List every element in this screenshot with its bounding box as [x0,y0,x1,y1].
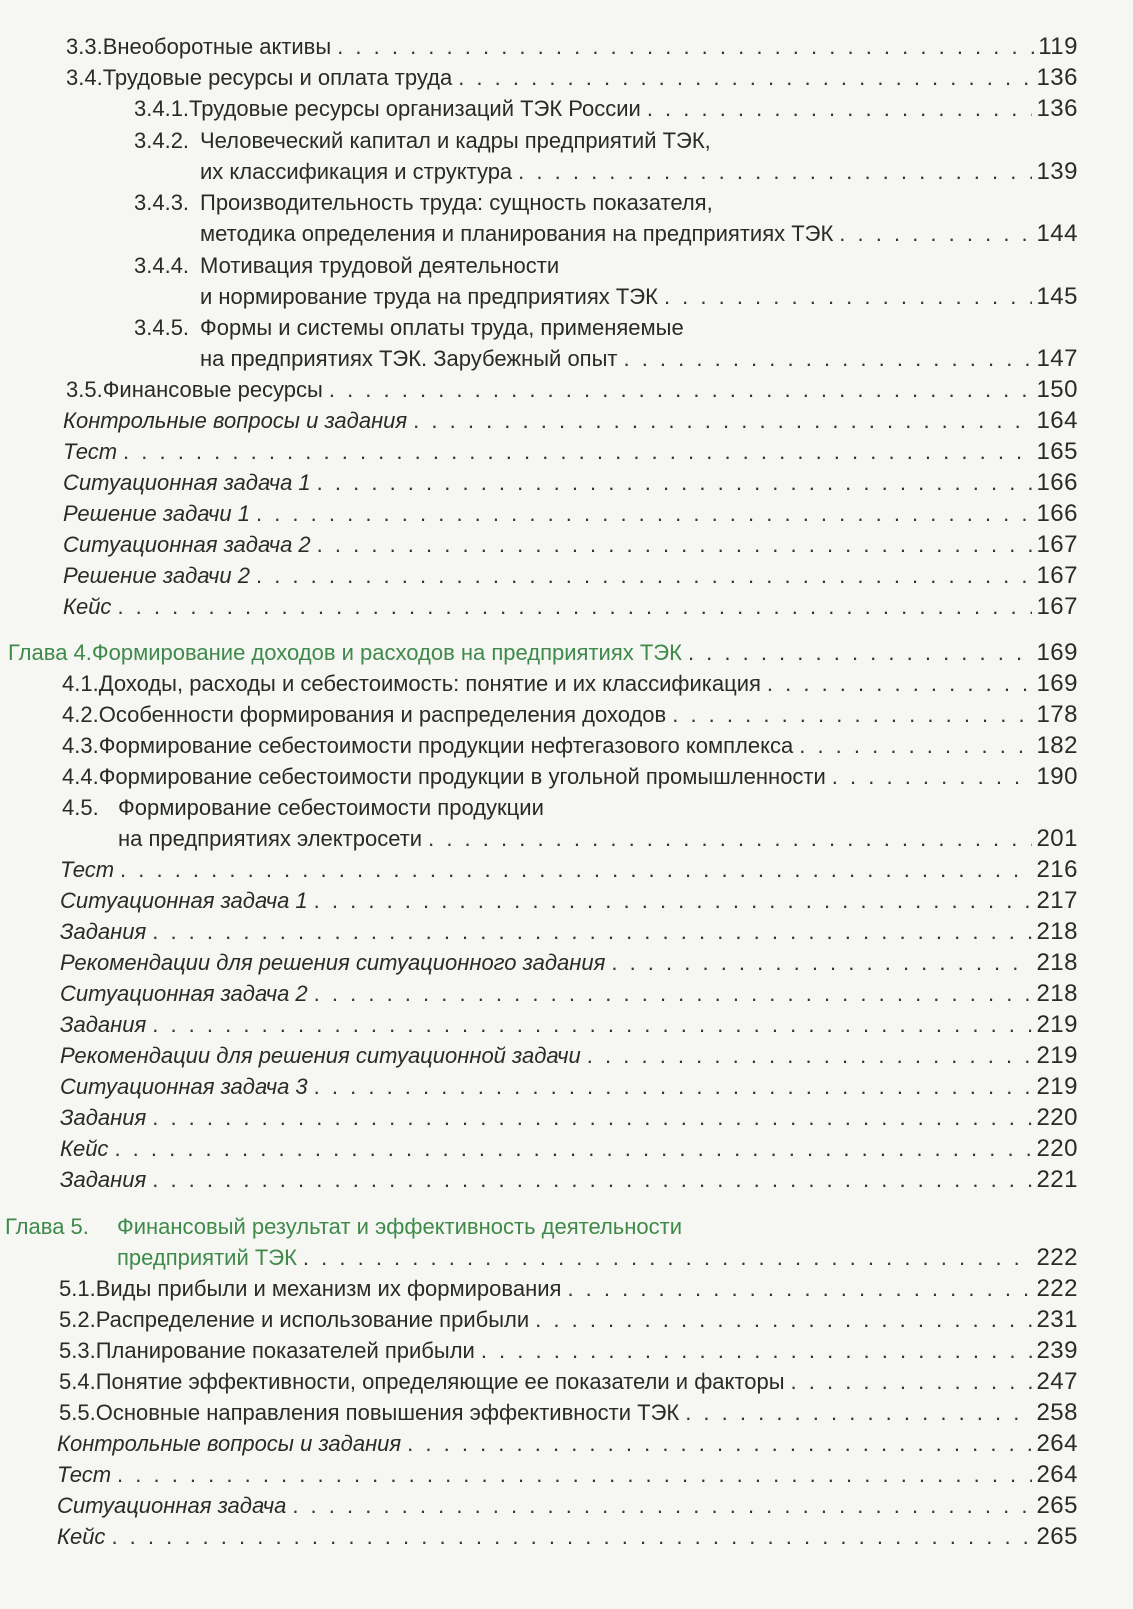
leader-dots [152,1010,1032,1040]
toc-entry[interactable] [62,669,1078,699]
entry-title: Кейс [60,1136,109,1161]
entry-number: 4.1. [62,671,99,696]
entry-title: Кейс [63,594,112,619]
entry-title: Тест [57,1462,112,1487]
toc-entry[interactable] [200,344,1078,374]
toc-entry[interactable] [59,1367,1078,1397]
entry-title: Формирование себестоимости продукции нефтегазового комплекса [98,733,794,758]
entry-title: Контрольные вопросы и задания [57,1431,402,1456]
page-number: 222 [1036,1244,1078,1271]
toc-entry[interactable] [200,219,1078,249]
toc-entry-first-line[interactable] [134,188,713,218]
toc-entry[interactable] [60,855,1078,885]
entry-title: Кейс [57,1524,106,1549]
leader-dots [314,979,1033,1009]
page-number: 150 [1036,376,1078,403]
entry-title: Ситуационная задача 2 [60,981,308,1006]
leader-dots [152,1103,1032,1133]
toc-entry[interactable] [59,1274,1078,1304]
toc-entry[interactable] [62,731,1078,761]
leader-dots [839,219,1032,249]
entry-number: 3.3. [66,34,103,59]
page-number: 247 [1036,1368,1078,1395]
leader-dots [329,375,1033,405]
leader-dots [587,1041,1033,1071]
entry-title: Формирование себестоимости продукции [118,795,544,820]
leader-dots [407,1429,1032,1459]
page-number: 219 [1036,1042,1078,1069]
page-number: 258 [1036,1399,1078,1426]
chapter-heading[interactable] [117,1243,1078,1273]
chapter-title: Формирование доходов и расходов на предприятиях ТЭК [91,640,682,665]
leader-dots [120,855,1032,885]
entry-number: 5.1. [59,1276,96,1301]
page-number: 265 [1036,1492,1078,1519]
page-number: 169 [1036,670,1078,697]
leader-dots [481,1336,1033,1366]
entry-title-continuation: и нормирование труда на предприятиях ТЭК [200,284,658,309]
page-number: 167 [1036,531,1078,558]
entry-title: Ситуационная задача 1 [63,470,311,495]
page-number: 136 [1036,95,1078,122]
page-number: 222 [1036,1275,1078,1302]
entry-title: Ситуационная задача 2 [63,532,311,557]
toc-entry[interactable] [60,1041,1078,1071]
toc-entry[interactable] [66,375,1078,405]
entry-title: Трудовые ресурсы организаций ТЭК России [189,96,641,121]
chapter-number: Глава 5. [5,1214,89,1239]
entry-number: 3.4.4. [134,253,190,278]
page-number: 239 [1036,1337,1078,1364]
entry-title: Доходы, расходы и себестоимость: понятие и их классификация [98,671,761,696]
entry-title: Понятие эффективности, определяющие ее показатели и факторы [95,1369,785,1394]
page-number: 264 [1036,1430,1078,1457]
leader-dots [832,762,1033,792]
chapter-number: Глава 4. [8,640,92,665]
entry-title-continuation: их классификация и структура [200,159,513,184]
page-number: 265 [1036,1523,1078,1550]
entry-title: Задания [60,1167,147,1192]
page-number: 219 [1036,1073,1078,1100]
page-number: 220 [1036,1135,1078,1162]
toc-entry[interactable] [134,94,1078,124]
entry-title-continuation: на предприятиях ТЭК. Зарубежный опыт [200,346,618,371]
leader-dots [672,700,1032,730]
entry-number: 5.4. [59,1369,96,1394]
page-number: 145 [1036,283,1078,310]
entry-number: 3.4.2. [134,128,190,153]
entry-title: Человеческий капитал и кадры предприятий ТЭК, [200,128,711,153]
page-number: 219 [1036,1011,1078,1038]
page-number: 119 [1038,33,1078,60]
leader-dots [256,499,1032,529]
leader-dots [623,344,1032,374]
leader-dots [428,824,1032,854]
toc-entry[interactable] [200,282,1078,312]
page-number: 136 [1036,64,1078,91]
entry-title: Формирование себестоимости продукции в угольной промышленности [98,764,826,789]
toc-entry[interactable] [60,1103,1078,1133]
entry-title: Задания [60,1105,147,1130]
toc-entry[interactable] [60,948,1078,978]
entry-number: 4.2. [62,702,99,727]
chapter-title-continuation: предприятий ТЭК [117,1245,297,1270]
leader-dots [314,1072,1033,1102]
entry-number: 3.4.3. [134,190,190,215]
entry-number: 5.5. [59,1400,96,1425]
toc-entry[interactable] [57,1460,1078,1490]
page-number: 164 [1036,407,1078,434]
entry-number: 5.3. [59,1338,96,1363]
entry-title: Рекомендации для решения ситуационного задания [60,950,606,975]
leader-dots [303,1243,1033,1273]
page-number: 190 [1036,763,1078,790]
entry-title: Распределение и использование прибыли [95,1307,530,1332]
entry-title-continuation: на предприятиях электросети [118,826,423,851]
toc-entry[interactable] [60,1010,1078,1040]
leader-dots [535,1305,1032,1335]
toc-entry[interactable] [59,1398,1078,1428]
page-number: 231 [1036,1306,1078,1333]
entry-title: Финансовые ресурсы [102,377,323,402]
entry-number: 4.4. [62,764,99,789]
entry-title: Планирование показателей прибыли [95,1338,475,1363]
entry-title: Основные направления повышения эффективности ТЭК [95,1400,680,1425]
page-number: 221 [1036,1166,1078,1193]
toc-entry[interactable] [63,499,1078,529]
entry-title: Мотивация трудовой деятельности [200,253,560,278]
toc-entry[interactable] [63,468,1078,498]
leader-dots [518,157,1032,187]
entry-number: 4.5. [62,795,99,820]
entry-title: Тест [60,857,115,882]
leader-dots [111,1522,1032,1552]
toc-entry[interactable] [57,1491,1078,1521]
toc-entry[interactable] [62,700,1078,730]
entry-title: Задания [60,919,147,944]
page-number: 264 [1036,1461,1078,1488]
page-number: 166 [1036,469,1078,496]
page-number: 169 [1036,639,1078,666]
page-number: 201 [1036,825,1078,852]
entry-title: Внеоборотные активы [102,34,332,59]
page-number: 147 [1036,345,1078,372]
toc-entry-first-line[interactable] [62,793,544,823]
entry-number: 3.4.5. [134,315,190,340]
entry-title: Решение задачи 2 [63,563,250,588]
toc-entry[interactable] [60,1134,1078,1164]
entry-title: Ситуационная задача 3 [60,1074,308,1099]
page-number: 218 [1036,949,1078,976]
entry-number: 3.4.1. [134,96,190,121]
leader-dots [799,731,1032,761]
leader-dots [117,1460,1032,1490]
toc-entry-first-line[interactable] [134,126,711,156]
leader-dots [123,437,1032,467]
toc-entry[interactable] [66,63,1078,93]
page-number: 218 [1036,918,1078,945]
entry-title: Трудовые ресурсы и оплата труда [102,65,453,90]
chapter-heading[interactable] [8,638,1078,668]
toc-entry[interactable] [63,592,1078,622]
leader-dots [458,63,1032,93]
toc-entry[interactable] [63,530,1078,560]
leader-dots [317,530,1033,560]
page-number: 167 [1036,593,1078,620]
leader-dots [117,592,1032,622]
page-number: 218 [1036,980,1078,1007]
toc-entry[interactable] [60,886,1078,916]
leader-dots [688,638,1033,668]
page-number: 217 [1036,887,1078,914]
leader-dots [567,1274,1032,1304]
entry-number: 3.4. [66,65,103,90]
page-number: 178 [1036,701,1078,728]
toc-entry[interactable] [57,1429,1078,1459]
toc-entry[interactable] [62,762,1078,792]
entry-title: Тест [63,439,118,464]
leader-dots [256,561,1032,591]
entry-number: 3.5. [66,377,103,402]
toc-entry[interactable] [60,1072,1078,1102]
page-number: 165 [1036,438,1078,465]
leader-dots [413,406,1032,436]
entry-title: Ситуационная задача [57,1493,287,1518]
toc-entry[interactable] [57,1522,1078,1552]
toc-entry[interactable] [200,157,1078,187]
entry-title: Задания [60,1012,147,1037]
entry-title: Рекомендации для решения ситуационной задачи [60,1043,581,1068]
entry-title: Особенности формирования и распределения доходов [98,702,667,727]
entry-title: Виды прибыли и механизм их формирования [95,1276,562,1301]
page-number: 216 [1036,856,1078,883]
entry-title: Решение задачи 1 [63,501,250,526]
entry-number: 5.2. [59,1307,96,1332]
leader-dots [337,32,1034,62]
entry-number: 4.3. [62,733,99,758]
leader-dots [611,948,1032,978]
toc-entry[interactable] [63,437,1078,467]
page-number: 166 [1036,500,1078,527]
toc-entry[interactable] [60,979,1078,1009]
toc-entry[interactable] [59,1305,1078,1335]
chapter-title: Финансовый результат и эффективность деятельности [117,1214,683,1239]
leader-dots [664,282,1033,312]
entry-title: Ситуационная задача 1 [60,888,308,913]
chapter-heading-first-line[interactable] [5,1212,682,1242]
toc-entry[interactable] [60,917,1078,947]
toc-entry[interactable] [118,824,1078,854]
leader-dots [152,917,1032,947]
toc-entry-first-line[interactable] [134,313,684,343]
toc-entry[interactable] [66,32,1078,62]
leader-dots [791,1367,1033,1397]
toc-entry[interactable] [63,406,1078,436]
leader-dots [317,468,1033,498]
toc-entry[interactable] [59,1336,1078,1366]
entry-title: Производительность труда: сущность показателя, [200,190,713,215]
toc-entry[interactable] [63,561,1078,591]
leader-dots [114,1134,1032,1164]
page-number: 182 [1036,732,1078,759]
page-number: 220 [1036,1104,1078,1131]
leader-dots [685,1398,1032,1428]
toc-entry-first-line[interactable] [134,251,559,281]
leader-dots [647,94,1033,124]
entry-title: Формы и системы оплаты труда, применяемые [200,315,684,340]
page-number: 144 [1036,220,1078,247]
leader-dots [314,886,1033,916]
page-number: 139 [1036,158,1078,185]
leader-dots [152,1165,1032,1195]
page-number: 167 [1036,562,1078,589]
entry-title: Контрольные вопросы и задания [63,408,408,433]
entry-title-continuation: методика определения и планирования на предприятиях ТЭК [200,221,834,246]
leader-dots [767,669,1033,699]
toc-entry[interactable] [60,1165,1078,1195]
leader-dots [292,1491,1032,1521]
